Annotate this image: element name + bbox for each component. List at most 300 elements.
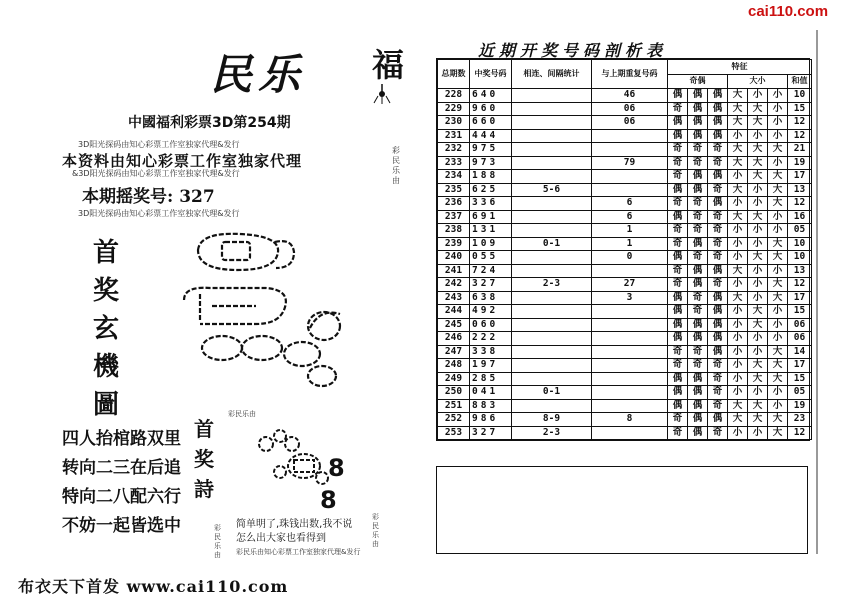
cell-feature: 大: [748, 399, 768, 413]
cell-feature: 奇: [688, 156, 708, 170]
cell-adjacent: [512, 102, 592, 116]
cell-feature: 奇: [668, 264, 688, 278]
cell-feature: 奇: [668, 359, 688, 373]
cell-number: 055: [470, 251, 512, 265]
table-row: [438, 89, 812, 103]
cell-issue: 238: [438, 224, 470, 238]
cell-feature: 小: [768, 89, 788, 103]
analysis-table: [436, 58, 810, 441]
cell-feature: 大: [728, 89, 748, 103]
cell-feature: 偶: [708, 318, 728, 332]
cell-feature: 大: [768, 251, 788, 265]
cell-number: 188: [470, 170, 512, 184]
cell-issue: 243: [438, 291, 470, 305]
cell-repeat: 8: [592, 413, 668, 427]
cell-adjacent: [512, 345, 592, 359]
cell-feature: 奇: [668, 237, 688, 251]
cell-number: 197: [470, 359, 512, 373]
cell-issue: 231: [438, 129, 470, 143]
cell-number: 327: [470, 426, 512, 440]
cell-feature: 奇: [708, 237, 728, 251]
cell-feature: 奇: [708, 224, 728, 238]
hint-digit: 8: [328, 454, 345, 482]
cell-feature: 小: [728, 278, 748, 292]
cell-feature: 偶: [688, 278, 708, 292]
cell-repeat: [592, 332, 668, 346]
cell-feature: 小: [748, 332, 768, 346]
cell-adjacent: [512, 291, 592, 305]
title-char: 玄: [92, 314, 119, 344]
cell-number: 638: [470, 291, 512, 305]
brand-title: 民乐: [210, 50, 307, 99]
poem-line: 特向二八配六行: [62, 487, 181, 507]
cell-number: 338: [470, 345, 512, 359]
cell-sum: 10: [788, 251, 812, 265]
cell-repeat: [592, 183, 668, 197]
poem-line: 不妨一起皆选中: [62, 516, 181, 536]
cell-repeat: [592, 264, 668, 278]
cell-issue: 249: [438, 372, 470, 386]
cell-feature: 小: [728, 237, 748, 251]
cell-adjacent: 0-1: [512, 386, 592, 400]
cell-feature: 小: [768, 305, 788, 319]
cell-feature: 大: [728, 183, 748, 197]
cell-feature: 偶: [668, 116, 688, 130]
cell-feature: 大: [728, 143, 748, 157]
hint-line: 简单明了,珠钱出数,我不说: [236, 519, 353, 530]
cell-feature: 小: [748, 426, 768, 440]
cell-repeat: 3: [592, 291, 668, 305]
cell-sum: 10: [788, 89, 812, 103]
cell-feature: 大: [768, 426, 788, 440]
cell-feature: 奇: [688, 197, 708, 211]
cell-feature: 大: [748, 359, 768, 373]
cell-adjacent: [512, 332, 592, 346]
cell-feature: 小: [728, 170, 748, 184]
cell-feature: 偶: [688, 264, 708, 278]
table-row: [438, 278, 812, 292]
cell-feature: 小: [728, 129, 748, 143]
cell-feature: 小: [728, 251, 748, 265]
cell-issue: 234: [438, 170, 470, 184]
cell-feature: 大: [728, 413, 748, 427]
cell-feature: 奇: [668, 345, 688, 359]
bead-shape: [202, 336, 242, 360]
cell-feature: 小: [768, 399, 788, 413]
cell-sum: 19: [788, 156, 812, 170]
cell-feature: 小: [748, 386, 768, 400]
cell-feature: 小: [748, 197, 768, 211]
cell-sum: 17: [788, 170, 812, 184]
cell-feature: 偶: [668, 129, 688, 143]
cell-feature: 偶: [708, 102, 728, 116]
cell-repeat: [592, 372, 668, 386]
cell-feature: 大: [748, 318, 768, 332]
cell-feature: 奇: [708, 210, 728, 224]
cell-feature: 奇: [688, 359, 708, 373]
table-row: [438, 143, 812, 157]
cell-sum: 16: [788, 210, 812, 224]
cell-adjacent: [512, 116, 592, 130]
header-repeat: 与上期重复号码: [592, 60, 668, 89]
cell-number: 883: [470, 399, 512, 413]
cell-feature: 小: [728, 359, 748, 373]
cell-number: 131: [470, 224, 512, 238]
cell-adjacent: [512, 318, 592, 332]
table-row: [438, 345, 812, 359]
hint-digit: 8: [320, 486, 337, 514]
table-row: [438, 156, 812, 170]
cell-issue: 232: [438, 143, 470, 157]
cell-feature: 小: [768, 386, 788, 400]
table-row: [438, 251, 812, 265]
title-char: 奖: [92, 276, 119, 306]
cell-repeat: [592, 170, 668, 184]
cell-feature: 小: [728, 305, 748, 319]
cell-feature: 偶: [668, 291, 688, 305]
cell-feature: 大: [728, 210, 748, 224]
cell-feature: 大: [728, 102, 748, 116]
table-row: [438, 224, 812, 238]
cell-feature: 奇: [688, 210, 708, 224]
poem-title: [193, 414, 215, 504]
cell-feature: 小: [728, 386, 748, 400]
cell-feature: 小: [768, 210, 788, 224]
cell-issue: 244: [438, 305, 470, 319]
cell-repeat: [592, 399, 668, 413]
divider: [816, 30, 818, 554]
cell-adjacent: [512, 399, 592, 413]
cell-feature: 偶: [708, 264, 728, 278]
cell-sum: 17: [788, 359, 812, 373]
agency-statement: 本资料由知心彩票工作室独家代理: [62, 152, 303, 170]
table-row: [438, 399, 812, 413]
cell-issue: 236: [438, 197, 470, 211]
cell-feature: 小: [748, 224, 768, 238]
table-row: [438, 129, 812, 143]
cell-feature: 大: [768, 143, 788, 157]
cell-feature: 大: [768, 359, 788, 373]
cell-feature: 大: [768, 237, 788, 251]
cell-feature: 偶: [668, 399, 688, 413]
cell-feature: 偶: [688, 386, 708, 400]
cell-number: 973: [470, 156, 512, 170]
cell-repeat: [592, 359, 668, 373]
cell-repeat: 06: [592, 102, 668, 116]
cell-number: 492: [470, 305, 512, 319]
cell-sum: 12: [788, 129, 812, 143]
title-char: 機: [92, 352, 119, 382]
cell-adjacent: [512, 305, 592, 319]
header-big-small: 大小: [728, 74, 788, 89]
table-body: [438, 89, 812, 440]
cell-repeat: 0: [592, 251, 668, 265]
cell-sum: 13: [788, 264, 812, 278]
cell-issue: 235: [438, 183, 470, 197]
cell-number: 336: [470, 197, 512, 211]
cell-feature: 小: [768, 318, 788, 332]
cell-number: 986: [470, 413, 512, 427]
cell-feature: 大: [748, 156, 768, 170]
cell-repeat: [592, 129, 668, 143]
bead-shape: [284, 342, 320, 366]
cell-feature: 偶: [668, 332, 688, 346]
cell-feature: 奇: [668, 278, 688, 292]
cell-issue: 242: [438, 278, 470, 292]
cell-repeat: 79: [592, 156, 668, 170]
cell-repeat: [592, 426, 668, 440]
cell-feature: 小: [768, 156, 788, 170]
cell-feature: 奇: [688, 251, 708, 265]
cell-feature: 小: [728, 318, 748, 332]
cell-feature: 大: [768, 183, 788, 197]
cell-sum: 05: [788, 386, 812, 400]
cell-feature: 奇: [708, 251, 728, 265]
cell-feature: 奇: [688, 345, 708, 359]
cell-feature: 小: [768, 264, 788, 278]
cell-adjacent: [512, 156, 592, 170]
cell-feature: 大: [748, 305, 768, 319]
cell-feature: 奇: [668, 102, 688, 116]
cell-adjacent: 0-1: [512, 237, 592, 251]
cell-sum: 23: [788, 413, 812, 427]
cell-number: 640: [470, 89, 512, 103]
cell-feature: 偶: [668, 305, 688, 319]
cell-number: 625: [470, 183, 512, 197]
fu-character: 福: [372, 46, 405, 84]
cell-issue: 237: [438, 210, 470, 224]
title-char: 首: [92, 238, 119, 268]
cell-feature: 奇: [668, 426, 688, 440]
table-row: [438, 426, 812, 440]
hint-text: [236, 518, 352, 546]
site-logo: cai110.com: [748, 3, 829, 20]
cell-number: 285: [470, 372, 512, 386]
table-row: [438, 332, 812, 346]
cell-repeat: 27: [592, 278, 668, 292]
tassel-icon: [372, 84, 392, 104]
cell-feature: 大: [768, 291, 788, 305]
cell-feature: 奇: [688, 224, 708, 238]
table-row: [438, 359, 812, 373]
cell-feature: 偶: [688, 129, 708, 143]
cell-sum: 05: [788, 224, 812, 238]
cell-adjacent: [512, 210, 592, 224]
cell-feature: 奇: [708, 156, 728, 170]
cell-feature: 小: [728, 224, 748, 238]
cell-feature: 小: [768, 129, 788, 143]
cell-feature: 偶: [708, 305, 728, 319]
cell-feature: 大: [748, 143, 768, 157]
cell-feature: 偶: [688, 399, 708, 413]
cell-feature: 偶: [708, 129, 728, 143]
cell-repeat: 06: [592, 116, 668, 130]
cell-feature: 小: [748, 291, 768, 305]
hint-line: 怎么出大家也看得到: [236, 533, 326, 544]
cell-issue: 229: [438, 102, 470, 116]
cell-adjacent: [512, 264, 592, 278]
cell-feature: 小: [748, 237, 768, 251]
prize-poem: [62, 425, 181, 541]
notes-box: [436, 466, 808, 554]
cell-sum: 06: [788, 318, 812, 332]
cell-adjacent: 2-3: [512, 278, 592, 292]
table-row: [438, 413, 812, 427]
agency-note: 彩民乐由知心彩票工作室独家代理&发行: [236, 548, 361, 556]
cell-feature: 偶: [708, 89, 728, 103]
cell-issue: 239: [438, 237, 470, 251]
cell-feature: 偶: [688, 318, 708, 332]
cell-feature: 偶: [688, 237, 708, 251]
cell-sum: 12: [788, 116, 812, 130]
cell-number: 444: [470, 129, 512, 143]
cell-issue: 248: [438, 359, 470, 373]
table-row: [438, 102, 812, 116]
cell-feature: 偶: [668, 318, 688, 332]
cell-repeat: 1: [592, 237, 668, 251]
cell-sum: 19: [788, 399, 812, 413]
cell-issue: 241: [438, 264, 470, 278]
cell-number: 960: [470, 102, 512, 116]
cell-feature: 偶: [708, 332, 728, 346]
cell-sum: 06: [788, 332, 812, 346]
table-row: [438, 197, 812, 211]
cell-feature: 偶: [708, 413, 728, 427]
cell-issue: 233: [438, 156, 470, 170]
cell-feature: 大: [748, 372, 768, 386]
cell-feature: 大: [728, 116, 748, 130]
table-row: [438, 237, 812, 251]
side-watermark: 彩民乐由: [392, 146, 400, 185]
cell-issue: 251: [438, 399, 470, 413]
cell-adjacent: [512, 359, 592, 373]
bead-shape: [308, 312, 340, 340]
cell-feature: 大: [748, 170, 768, 184]
cell-feature: 偶: [708, 345, 728, 359]
cell-feature: 小: [748, 345, 768, 359]
cell-issue: 240: [438, 251, 470, 265]
cell-feature: 大: [768, 372, 788, 386]
cell-feature: 大: [728, 156, 748, 170]
cell-number: 060: [470, 318, 512, 332]
cell-number: 222: [470, 332, 512, 346]
cell-adjacent: [512, 170, 592, 184]
cell-sum: 15: [788, 102, 812, 116]
cell-feature: 奇: [668, 143, 688, 157]
bead-shape: [308, 366, 336, 386]
cell-feature: 大: [748, 116, 768, 130]
table-row: [438, 210, 812, 224]
cell-feature: 大: [768, 413, 788, 427]
cell-repeat: [592, 318, 668, 332]
cell-feature: 大: [748, 251, 768, 265]
cell-feature: 奇: [688, 291, 708, 305]
cell-number: 724: [470, 264, 512, 278]
cell-adjacent: [512, 224, 592, 238]
footer-publisher: 布衣天下首发 www.cai110.com: [18, 577, 289, 596]
agency-note: 3D阳光探码由知心彩票工作室独家代理&发行: [78, 209, 240, 218]
coin-shape: [198, 234, 278, 270]
cell-feature: 奇: [668, 413, 688, 427]
cell-repeat: 6: [592, 197, 668, 211]
cell-sum: 12: [788, 426, 812, 440]
cell-feature: 奇: [688, 143, 708, 157]
header-issue: 总期数: [438, 60, 470, 89]
cell-issue: 252: [438, 413, 470, 427]
cell-feature: 大: [768, 170, 788, 184]
cell-feature: 小: [748, 278, 768, 292]
cell-issue: 228: [438, 89, 470, 103]
cell-feature: 奇: [708, 278, 728, 292]
cell-number: 041: [470, 386, 512, 400]
cell-feature: 小: [748, 264, 768, 278]
cell-feature: 奇: [668, 170, 688, 184]
cell-feature: 偶: [708, 197, 728, 211]
cell-sum: 10: [788, 237, 812, 251]
cell-adjacent: [512, 89, 592, 103]
cell-feature: 小: [748, 89, 768, 103]
cell-feature: 奇: [708, 399, 728, 413]
cell-sum: 17: [788, 291, 812, 305]
cell-feature: 大: [728, 264, 748, 278]
side-watermark: 彩民乐由: [214, 524, 221, 559]
cell-feature: 偶: [688, 102, 708, 116]
cell-feature: 大: [748, 210, 768, 224]
cell-feature: 大: [768, 345, 788, 359]
cell-feature: 小: [768, 332, 788, 346]
header-sum: 和值: [788, 74, 812, 89]
table-row: [438, 291, 812, 305]
cell-issue: 246: [438, 332, 470, 346]
cell-number: 975: [470, 143, 512, 157]
table-row: [438, 318, 812, 332]
cell-feature: 奇: [708, 143, 728, 157]
cell-feature: 小: [748, 183, 768, 197]
cell-issue: 253: [438, 426, 470, 440]
cell-feature: 奇: [708, 359, 728, 373]
table-row: [438, 386, 812, 400]
cell-repeat: [592, 345, 668, 359]
cell-feature: 偶: [668, 183, 688, 197]
cell-number: 691: [470, 210, 512, 224]
table-row: [438, 170, 812, 184]
title-char: 奖: [194, 447, 214, 471]
cell-feature: 小: [728, 197, 748, 211]
cell-number: 109: [470, 237, 512, 251]
cell-feature: 大: [768, 197, 788, 211]
cell-adjacent: 2-3: [512, 426, 592, 440]
cell-feature: 偶: [668, 251, 688, 265]
cell-number: 327: [470, 278, 512, 292]
header-special: 特征: [668, 60, 812, 75]
side-watermark: 彩民乐由: [372, 513, 379, 548]
cell-feature: 小: [768, 224, 788, 238]
cell-feature: 奇: [668, 156, 688, 170]
table-row: [438, 264, 812, 278]
cell-feature: 偶: [688, 116, 708, 130]
cell-feature: 奇: [688, 305, 708, 319]
cell-feature: 大: [748, 413, 768, 427]
poem-line: 转向二三在后追: [62, 458, 181, 478]
cell-feature: 偶: [688, 332, 708, 346]
cell-feature: 偶: [708, 170, 728, 184]
cell-feature: 偶: [668, 210, 688, 224]
cell-feature: 奇: [668, 197, 688, 211]
cell-feature: 奇: [708, 426, 728, 440]
cell-repeat: [592, 143, 668, 157]
cell-feature: 小: [728, 426, 748, 440]
cell-feature: 奇: [708, 386, 728, 400]
